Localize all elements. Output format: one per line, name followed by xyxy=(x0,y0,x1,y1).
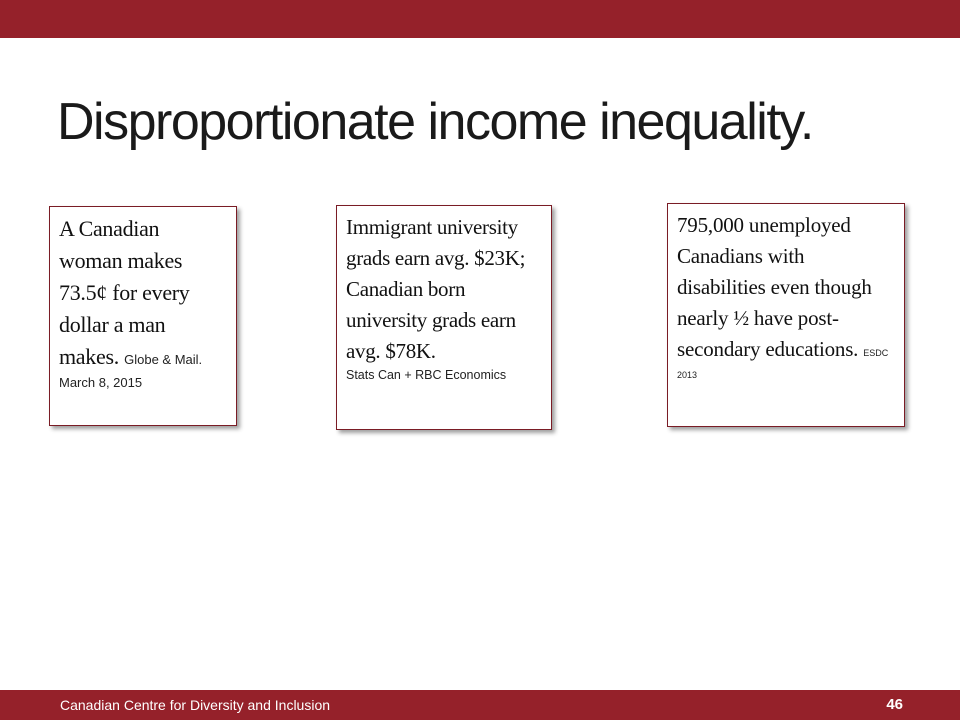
stat-card-text: 795,000 unemployed Canadians with disabilities even though nearly ½ have post-secondary educations. xyxy=(677,213,872,361)
stat-card-text: Immigrant university grads earn avg. $23K; Canadian born university grads earn avg. $78K. xyxy=(346,215,526,363)
page-number: 46 xyxy=(886,696,903,713)
stat-card-source: Globe & Mail. March 8, 2015 xyxy=(59,352,203,390)
stat-card-source: ESDC 2013 xyxy=(677,348,889,380)
footer-bar xyxy=(0,690,960,720)
stat-card-text: A Canadian woman makes 73.5¢ for every dollar a man makes. xyxy=(59,216,190,369)
stat-card-gender-pay-gap xyxy=(49,206,237,426)
stat-card-source: Stats Can + RBC Economics xyxy=(346,368,507,382)
stat-card-immigrant-earnings xyxy=(336,205,552,430)
slide-title: Disproportionate income inequality. xyxy=(57,93,813,151)
top-accent-bar xyxy=(0,0,960,38)
stat-card-disability-unemployment xyxy=(667,203,905,427)
footer-organization: Canadian Centre for Diversity and Inclusion xyxy=(60,697,331,713)
